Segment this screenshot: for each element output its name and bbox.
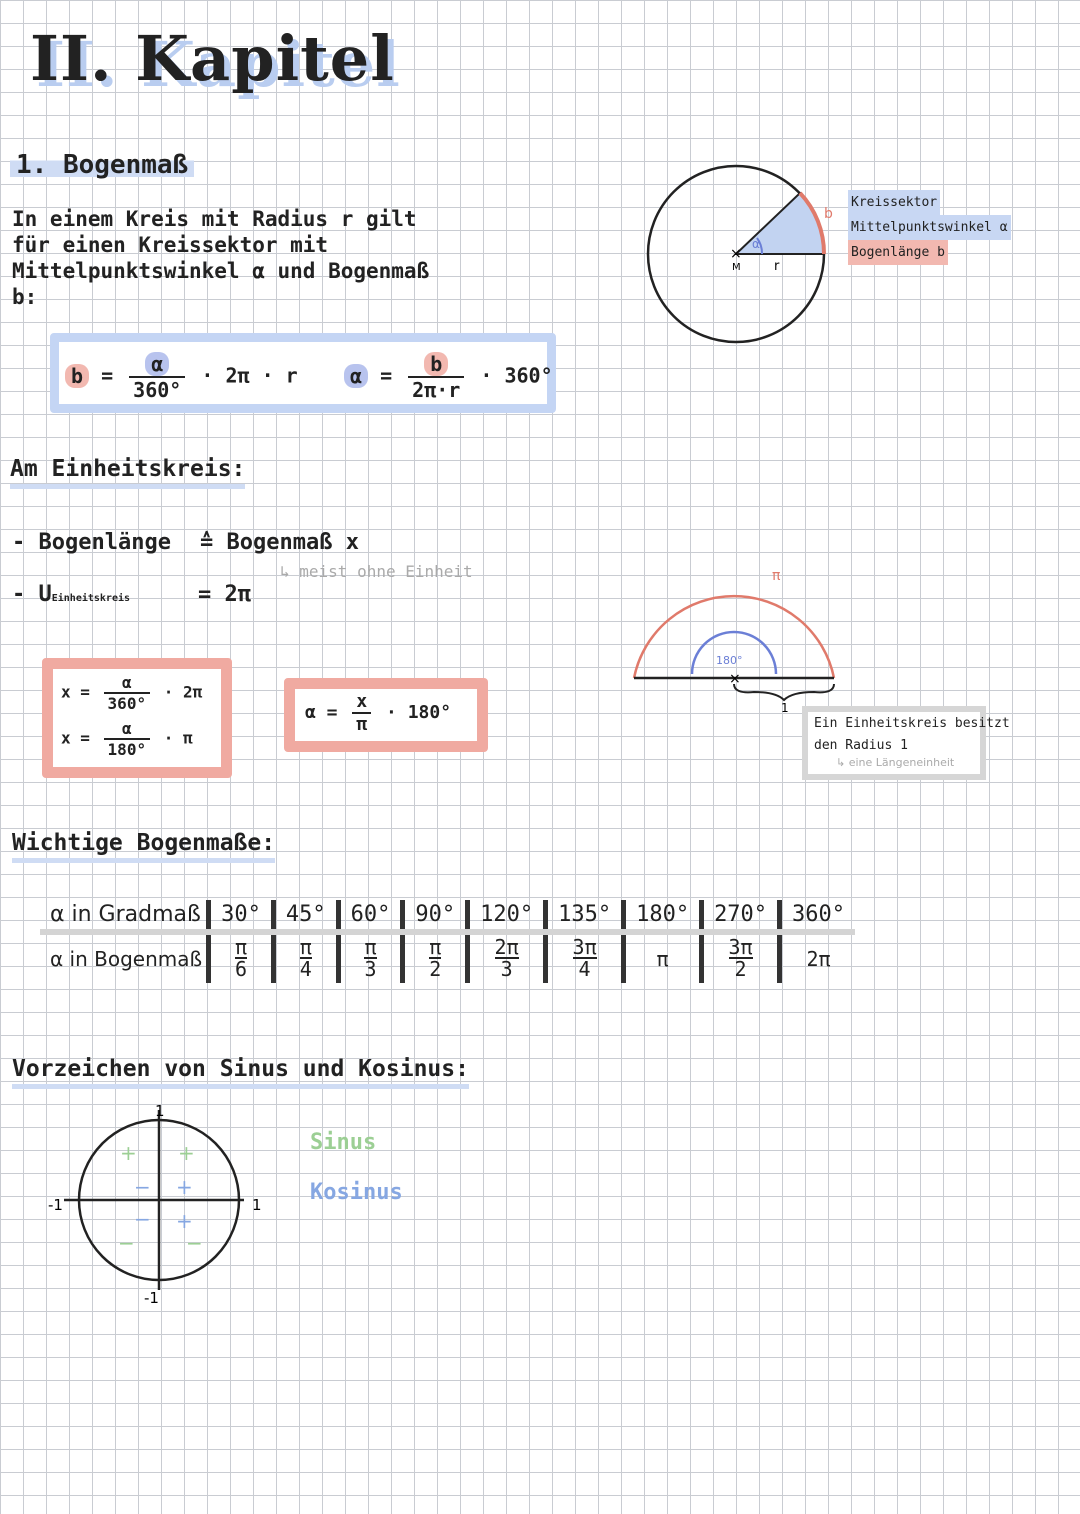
line-bogenlaenge-label: - Bogenlänge: [12, 530, 171, 555]
q2-sin-plus: +: [120, 1141, 137, 1165]
semicircle-angle-label: 180°: [716, 654, 743, 667]
formula-x2: x = $\frac{\alpha}{180^\circ}$ · π: [61, 719, 193, 759]
degree-cell: 60°: [338, 900, 403, 932]
sector-b-label: b: [824, 206, 833, 222]
sector-alpha-label: α: [752, 237, 760, 251]
radian-cell: $\frac{3\pi}{4}$: [546, 932, 624, 983]
line-bogenmass-equiv: ≙ Bogenmaß x: [200, 530, 359, 555]
semicircle-diagram: [626, 566, 846, 716]
radian-cell: $\frac{3\pi}{2}$: [702, 932, 780, 983]
degree-cell: 180°: [624, 900, 702, 932]
radian-cell: $\frac{\pi}{3}$: [338, 932, 403, 983]
section-heading-vorzeichen: Vorzeichen von Sinus und Kosinus:: [12, 1056, 469, 1089]
note-line-1: Ein Einheitskreis besitzt: [814, 716, 1010, 731]
line-umfang-value: = 2π: [198, 582, 251, 607]
section-heading-einheitskreis: Am Einheitskreis:: [10, 456, 245, 489]
section-heading-bogenmass: 1. Bogenmaß: [10, 150, 194, 180]
radian-cell: $\frac{2\pi}{3}$: [468, 932, 546, 983]
semicircle-center-mark: ×: [729, 671, 741, 687]
sector-m-label: M: [732, 262, 741, 273]
line-umfang-label: - UEinheitskreis: [12, 582, 131, 607]
table-row-degrees: [40, 900, 855, 932]
semicircle-radius-brace: [734, 684, 834, 700]
degree-cell: 90°: [403, 900, 468, 932]
degree-cell: 360°: [780, 900, 855, 932]
bogenmass-table: [40, 900, 855, 983]
radian-cell: $\frac{\pi}{6}$: [209, 932, 274, 983]
section-heading-wichtige: Wichtige Bogenmaße:: [12, 830, 275, 863]
sector-center-mark: ×: [730, 246, 742, 262]
formula-box-alpha: [284, 678, 488, 752]
degree-cell: 30°: [209, 900, 274, 932]
q4-cos-plus: +: [176, 1209, 193, 1233]
note-line-2: den Radius 1: [814, 738, 908, 753]
axis-left-label: -1: [48, 1196, 63, 1214]
note-box-einheitskreis: [802, 706, 1010, 780]
q2-cos-minus: −: [134, 1175, 151, 1199]
formula-alpha-from-x: α = $\frac{x}{\pi}$ · 180°: [305, 691, 452, 735]
row-label-radian: α in Bogenmaß: [50, 947, 203, 971]
radian-cell: $\frac{\pi}{2}$: [403, 932, 468, 983]
q1-cos-plus: +: [176, 1175, 193, 1199]
q1-sin-plus: +: [178, 1141, 195, 1165]
semicircle-angle-arc: [692, 632, 776, 674]
sector-legend: [848, 190, 1011, 265]
sign-circle-diagram: [44, 1100, 274, 1310]
formula-box-blue: [50, 333, 556, 413]
row-label-degree: α in Gradmaß: [40, 900, 209, 932]
legend-angle: Mittelpunktswinkel α: [848, 215, 1011, 240]
axis-top-label: 1: [155, 1102, 165, 1120]
formula-box-x: [42, 658, 232, 778]
note-ohne-einheit: ↳ meist ohne Einheit: [280, 562, 473, 581]
semicircle-one-label: 1: [781, 701, 789, 715]
page-title: II. Kapitel: [30, 22, 395, 95]
radian-cell: $\frac{\pi}{4}$: [273, 932, 338, 983]
sector-diagram: [640, 158, 840, 348]
q4-sin-minus: −: [186, 1231, 203, 1255]
note-line-3: ↳ eine Längeneinheit: [836, 756, 955, 769]
legend-arc: Bogenlänge b: [848, 240, 948, 265]
radian-cell: 2π: [780, 932, 855, 983]
q3-cos-minus: −: [134, 1207, 151, 1231]
sector-r-label: r: [774, 259, 780, 274]
degree-cell: 120°: [468, 900, 546, 932]
degree-cell: 270°: [702, 900, 780, 932]
axis-right-label: 1: [252, 1196, 262, 1214]
degree-cell: 135°: [546, 900, 624, 932]
formula-alpha: α = $\frac{b}{2\pi\cdot r}$ · 360°: [344, 352, 553, 402]
intro-text: In einem Kreis mit Radius r gilt für einen Kreissektor mit Mittelpunktswinkel α und Bogenmaß b:: [12, 207, 430, 309]
formula-x1: x = $\frac{\alpha}{360^\circ}$ · 2π: [61, 673, 203, 713]
legend-sector: Kreissektor: [848, 190, 940, 215]
legend-sinus: Sinus: [310, 1130, 377, 1155]
radian-cell: π: [624, 932, 702, 983]
legend-kosinus: Kosinus: [310, 1180, 403, 1205]
sector-fill: [736, 193, 824, 254]
semicircle-pi-label: π: [772, 568, 781, 584]
degree-cell: 45°: [273, 900, 338, 932]
bogenmass-table-wrap: [40, 900, 855, 983]
formula-b: b = $\frac{\alpha}{360^\circ}$ · 2π · r: [65, 352, 298, 402]
table-row-radians: [40, 932, 855, 983]
axis-bottom-label: -1: [144, 1289, 159, 1307]
q3-sin-minus: −: [118, 1231, 135, 1255]
